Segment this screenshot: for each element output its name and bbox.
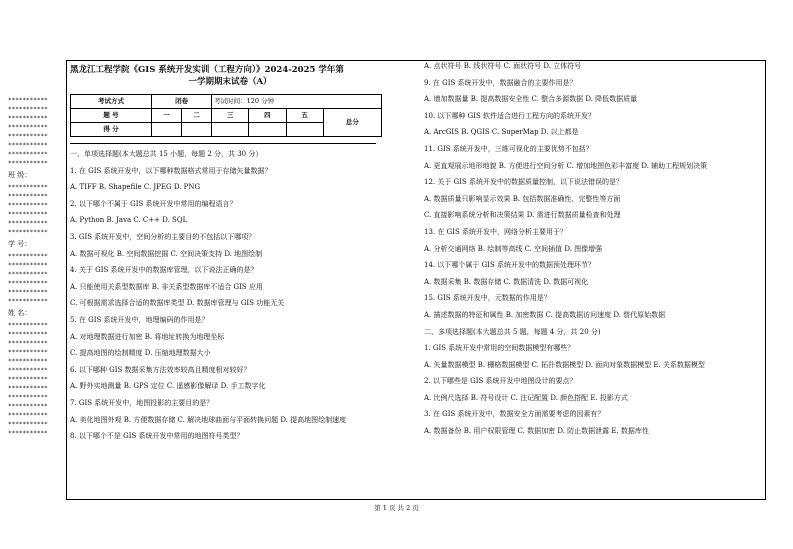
question: 10. 以下哪种 GIS 软件适合进行工程方向的系统开发？ <box>424 111 595 120</box>
question: 11. GIS 系统开发中，三维可视化的主要优势不包括？ <box>424 144 593 153</box>
question: 2. 以下哪个不属于 GIS 系统开发中常用的编程语言？ <box>70 199 237 208</box>
section-heading: 二、多项选择题(本大题总共 5 题，每题 4 分，共 20 分) <box>424 327 601 336</box>
question: 3. 在 GIS 系统开发中，数据安全方面需要考虑的因素有？ <box>424 410 605 419</box>
options: C. 直接影响系统分析和决策结果 D. 需进行数据质量检查和处理 <box>424 211 621 220</box>
question: 4. 关于 GIS 系统开发中的数据库管理，以下说法正确的是？ <box>70 266 258 275</box>
question: 14. 以下哪个属于 GIS 系统开发中的数据预处理环节？ <box>424 261 595 270</box>
score-cell[interactable] <box>152 123 182 137</box>
score-table: 考试方式 闭卷 考试时间：120 分钟 题 号 一 二 三 四 五 总分 得 分 <box>70 94 382 137</box>
options: A. 分析交通网络 B. 绘制等高线 C. 空间插值 D. 图像增强 <box>424 244 603 253</box>
question: 7. GIS 系统开发中，地图投影的主要目的是？ <box>70 398 214 407</box>
options: C. 提高地图的绘制精度 D. 压缩地理数据大小 <box>70 349 211 358</box>
options: A. ArcGIS B. QGIS C. SuperMap D. 以上都是 <box>424 128 579 137</box>
options: A. 野外实地测量 B. GPS 定位 C. 遥感影像解译 D. 手工数字化 <box>70 382 266 391</box>
question: 2. 以下哪些是 GIS 系统开发中地图设计的要点？ <box>424 377 577 386</box>
question: 6. 以下哪种 GIS 数据采集方法效率较高且精度相对较好？ <box>70 365 251 374</box>
options: A. 比例尺选择 B. 符号设计 C. 注记配置 D. 颜色搭配 E. 投影方式 <box>424 393 628 402</box>
options: A. 数据采集 B. 数据存储 C. 数据清洗 D. 数据可视化 <box>424 277 589 286</box>
options: A. 矢量数据模型 B. 栅格数据模型 C. 拓扑数据模型 D. 面向对象数据模型 E. 关系数据模型 <box>424 360 705 369</box>
left-column <box>70 64 380 449</box>
options: C. 可根据需求选择合适的数据库类型 D. 数据库管理与 GIS 功能无关 <box>70 299 285 308</box>
question: 15. GIS 系统开发中，元数据的作用是？ <box>424 294 551 303</box>
score-cell[interactable] <box>212 123 249 137</box>
options: A. 增加数据量 B. 提高数据安全性 C. 整合多源数据 D. 降低数据质量 <box>424 95 638 104</box>
options: A. 美化地图外观 B. 方便数据存储 C. 解决地球曲面与平面转换问题 D. 提高地图绘制速度 <box>70 415 347 424</box>
seal-line-margin: *********** *********** *********** *********** *********** *********** *********** *********** 班 级： *********** *********** *********** *********** *********** *********** 学 号： *********** *********** *********** *********** *********** *********** 姓 名： *********** *********** *********** *********** *********** *********** *********** *********** *********** *********** *********** *********** *********** <box>8 96 60 438</box>
right-column <box>424 62 764 444</box>
exam-title: 黑龙江工程学院《GIS 系统开发实训（工程方向）》2024-2025 学年第 一学期期末试卷（A） <box>70 65 344 87</box>
options: A. 数据质量只影响显示效果 B. 包括数据准确性、完整性等方面 <box>424 194 621 203</box>
section-heading: 一、单项选择题(本大题总共 15 小题，每题 2 分，共 30 分） <box>70 150 263 158</box>
student-id-label: 学 号： <box>8 240 32 248</box>
options: A. 数据备份 B. 用户权限管理 C. 数据加密 D. 防止数据泄露 E. 数据库性 <box>424 427 649 436</box>
question: 1. 在 GIS 系统开发中，以下哪种数据格式常用于存储矢量数据？ <box>70 166 272 175</box>
question: 9. 在 GIS 系统开发中，数据融合的主要作用是？ <box>424 78 577 87</box>
score-cell[interactable] <box>182 123 212 137</box>
options: A. 点状符号 B. 线状符号 C. 面状符号 D. 立体符号 <box>424 62 582 70</box>
score-cell[interactable] <box>249 123 286 137</box>
page-number: 第 1 页 共 2 页 <box>374 504 419 512</box>
class-label: 班 级： <box>8 171 32 179</box>
question: 12. 关于 GIS 系统开发中的数据质量控制，以下说法错误的是？ <box>424 178 623 187</box>
options: A. 只能使用关系型数据库 B. 非关系型数据库不适合 GIS 应用 <box>70 282 263 291</box>
options: A. Python B. Java C. C++ D. SQL <box>70 216 188 225</box>
options: A. 数据可视化 B. 空间数据挖掘 C. 空间决策支持 D. 地图绘制 <box>70 249 263 258</box>
options: A. 对地理数据进行加密 B. 将地址转换为地理坐标 <box>70 332 225 341</box>
score-cell[interactable] <box>286 123 323 137</box>
name-label: 姓 名： <box>8 309 32 317</box>
question: 8. 以下哪个不是 GIS 系统开发中常用的地图符号类型？ <box>70 432 244 441</box>
options: A. TIFF B. Shapefile C. JPEG D. PNG <box>70 183 201 192</box>
question: 1. GIS 系统开发中常用的空间数据模型有哪些？ <box>424 344 575 353</box>
options: A. 描述数据的特征和属性 B. 加密数据 C. 提高数据访问速度 D. 替代原始数据 <box>424 310 666 319</box>
question: 3. GIS 系统开发中，空间分析的主要目的不包括以下哪项？ <box>70 232 256 241</box>
question: 5. 在 GIS 系统开发中，地理编码的作用是？ <box>70 315 209 324</box>
question: 13. 在 GIS 系统开发中，网络分析主要用于？ <box>424 227 567 236</box>
divider <box>70 143 376 144</box>
options: A. 更直观展示地形地貌 B. 方便进行空间分析 C. 增加地图色彩丰富度 D. 辅助工程规划决策 <box>424 161 708 170</box>
